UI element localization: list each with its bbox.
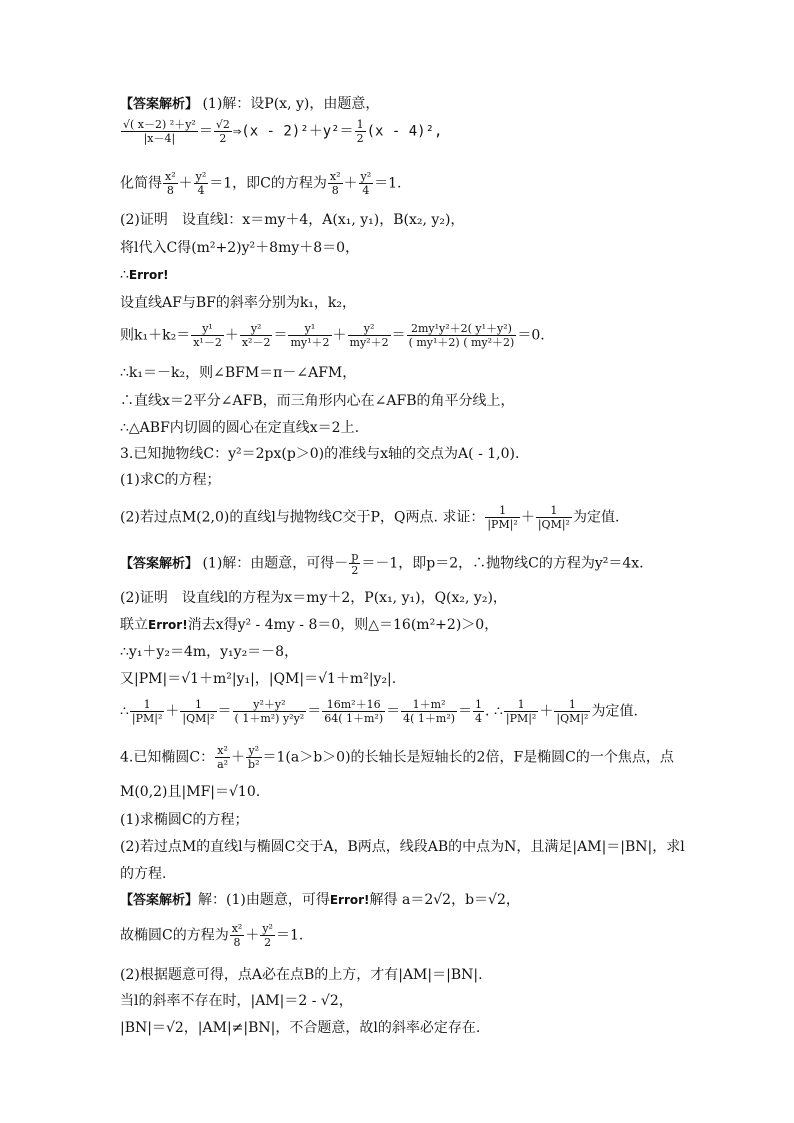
text-segment: . ∴ [485,703,503,720]
answer-line [120,94,379,115]
fraction [230,922,245,949]
answer-tag: 【答案解析】 [120,556,199,572]
text-line: ∴直线x＝2平分∠AFB，而三角形内心在∠AFB的角平分线上， [120,393,515,409]
equation-line [120,170,401,197]
text-segment: my¹＋2 [290,336,330,349]
text-segment: 消去x得y² - 4my - 8＝0，则△＝16(m²+2)＞0， [187,617,499,633]
text-segment: y² [246,744,261,758]
text-segment: ＝ [386,703,401,720]
text-segment: x² [165,170,176,183]
answer-line [120,550,644,577]
question-line [120,744,674,771]
text-segment: 4.已知椭圆C： [120,749,215,766]
text-segment: 则k₁＋k₂＝ [120,327,191,344]
text-line [120,615,498,635]
error-marker: Error! [128,268,169,282]
text-segment: 4 [362,184,370,197]
text-segment: (1)解：由题意，可得－ [202,555,349,572]
text-segment: 1 [554,698,590,712]
text-segment: ＋ [539,703,554,720]
text-segment: p [351,550,359,563]
text-segment: 1 [485,504,520,518]
text-segment: b² [248,758,260,771]
text-segment: ＋ [165,703,180,720]
text-segment: |x－4| [143,132,176,145]
fraction [355,118,366,145]
text-segment: ( 1＋m²) y²y² [234,712,305,725]
text-segment: 1 [475,698,483,711]
text-segment: 为定值. [591,703,638,720]
text-segment: 4 [197,184,205,197]
fraction [215,744,230,771]
text-segment: (2)若过点M(2,0)的直线l与抛物线C交于P，Q两点. 求证： [120,509,485,526]
fraction [328,170,343,197]
text-segment: 化简得 [120,175,162,192]
text-segment: |QM|² [537,518,570,531]
answer-line [120,890,520,911]
text-segment: ＋ [224,327,239,344]
text-segment: x¹－2 [193,336,222,349]
question-line: M(0,2)且|MF|＝√10. [120,784,261,800]
fraction [180,698,216,725]
text-segment: y² [195,170,207,183]
fraction [240,322,273,349]
text-line: 将l代入C得(m²+2)y²＋8my＋8＝0， [120,240,360,256]
text-segment: (1)解：设P(x, y)，由题意， [202,96,380,112]
text-segment: ＝ [273,327,288,344]
error-marker: Error! [148,618,188,632]
text-segment: ＝ [391,327,406,344]
text-line: (2)证明 设直线l：x＝my＋4，A(x₁, y₁)，B(x₂, y₂)， [120,212,465,228]
text-segment: |PM|² [487,518,518,531]
text-segment: 2my¹y²＋2( y¹＋y²) [407,322,517,336]
text-segment: ∴ [120,267,129,283]
text-segment: 解得 a＝2√2，b＝√2， [369,892,520,908]
text-segment: ＝0. [517,327,545,344]
text-segment: ∴ [120,703,129,720]
equation-line [120,922,303,949]
answer-tag: 【答案解析】 [120,97,199,112]
text-segment: x²－2 [241,336,271,349]
text-segment: ＋ [178,175,193,192]
text-segment: ＝ [307,703,322,720]
text-segment: y¹ [191,322,224,336]
text-segment: |PM|² [131,712,163,725]
text-segment: 1＋m² [401,698,457,712]
answer-tag: 【答案解析】 [120,893,199,908]
text-segment: 16m²＋16 [322,698,385,712]
equation-line [120,118,442,145]
text-line: ∴y₁＋y₂＝4m，y₁y₂＝－8， [120,644,299,660]
fraction [349,550,360,577]
text-segment: 2 [219,132,227,145]
fraction [554,698,590,725]
text-line: 又|PM|＝√1＋m²|y₁|，|QM|＝√1＋m²|y₂|. [120,671,397,687]
text-segment: 1 [504,698,539,712]
error-marker: Error! [329,893,370,907]
text-segment: 8 [233,936,241,949]
fraction [359,170,374,197]
text-segment: ⇒(x - 2)²＋y²＝ [232,123,354,140]
text-segment: 4 [475,712,483,725]
fraction [473,698,484,725]
text-segment: y² [360,170,372,183]
equation-line [120,322,545,349]
text-segment: ＋ [332,327,347,344]
text-segment: 1 [536,504,572,518]
text-line [120,265,169,285]
text-segment: 8 [331,184,339,197]
text-segment: 8 [166,184,174,197]
text-segment: |PM|² [505,712,537,725]
text-segment: ＋ [343,175,358,192]
question-line [120,504,619,531]
fraction [191,322,224,349]
fraction [322,698,385,725]
fraction [130,698,165,725]
question-line: 3.已知抛物线C：y²＝2px(p＞0)的准线与x轴的交点为A( - 1,0). [120,446,520,462]
text-segment: |QM|² [182,712,215,725]
fraction [407,322,517,349]
text-segment: ＝ [458,703,473,720]
text-segment: y²＋y² [233,698,307,712]
question-line: (1)求C的方程； [120,472,221,488]
text-segment: ＝ [198,123,213,140]
fraction [121,118,198,145]
text-segment: x² [329,170,341,183]
text-line: ∴△ABF内切圆的圆心在定直线x＝2上. [120,420,360,436]
text-segment: x² [215,744,230,758]
text-segment: ＝1. [275,927,304,944]
equation-line [120,698,638,725]
text-segment: 4( 1＋m²) [403,712,456,725]
fraction [288,322,331,349]
text-segment: ＋ [231,749,246,766]
fraction [348,322,391,349]
text-segment: ＋ [520,509,535,526]
text-segment: 联立 [120,617,148,633]
text-segment: a² [217,758,229,771]
text-line: 设直线AF与BF的斜率分别为k₁，k₂， [120,295,357,311]
fraction [194,170,209,197]
text-segment: y² [240,322,273,336]
fraction [214,118,232,145]
text-segment: |QM|² [556,712,589,725]
text-segment: y² [262,922,273,935]
text-segment: ＝－1，即p＝2，∴抛物线C的方程为y²＝4x. [361,555,644,572]
text-segment: ( my¹＋2) ( my²＋2) [408,336,515,349]
question-line: (1)求椭圆C的方程； [120,812,249,828]
text-segment: x² [231,922,243,935]
text-segment: (x - 4)², [366,123,443,140]
text-segment: √( x－2) ²＋y² [123,118,196,131]
text-segment: 解：(1)由题意，可得 [198,892,330,908]
text-segment: ＝1. [374,175,402,192]
fraction [504,698,539,725]
question-line: 的方程. [120,866,167,882]
text-segment: 故椭圆C的方程为 [120,927,229,944]
text-line: 当l的斜率不存在时，|AM|＝2 - √2， [120,993,353,1009]
text-segment: y² [348,322,391,336]
text-segment: 1 [356,118,364,131]
fraction [233,698,307,725]
text-segment: ＋ [245,927,260,944]
fraction [485,504,520,531]
text-line: (2)根据题意可得，点A必在点B的上方，才有|AM|＝|BN|. [120,967,483,983]
text-segment: 1 [130,698,165,712]
text-line: |BN|＝√2，|AM|≠|BN|，不合题意，故l的斜率必定存在. [120,1020,481,1036]
text-segment: 2 [351,564,359,577]
text-segment: ＝ [217,703,232,720]
text-segment: my²＋2 [349,336,389,349]
text-segment: ＝1，即C的方程为 [209,175,327,192]
fraction [536,504,572,531]
fraction [163,170,178,197]
fraction [246,744,261,771]
text-segment: 1 [180,698,216,712]
text-segment: 为定值. [572,509,620,526]
fraction [260,922,275,949]
question-line: (2)若过点M的直线l与椭圆C交于A，B两点，线段AB的中点为N，且满足|AM|＝|BN|，求l [120,839,685,855]
text-segment: ＝1(a＞b＞0)的长轴长是短轴长的2倍，F是椭圆C的一个焦点，点 [262,749,674,766]
text-line: ∴k₁＝－k₂，则∠BFM＝π－∠AFM， [120,365,357,381]
text-segment: 2 [356,132,364,145]
fraction [401,698,457,725]
text-segment: √2 [215,118,230,131]
text-segment: y¹ [288,322,331,336]
text-segment: 2 [264,936,272,949]
text-line: (2)证明 设直线l的方程为x＝my＋2，P(x₁, y₁)，Q(x₂, y₂)， [120,590,507,606]
text-segment: 64( 1＋m²) [324,712,384,725]
